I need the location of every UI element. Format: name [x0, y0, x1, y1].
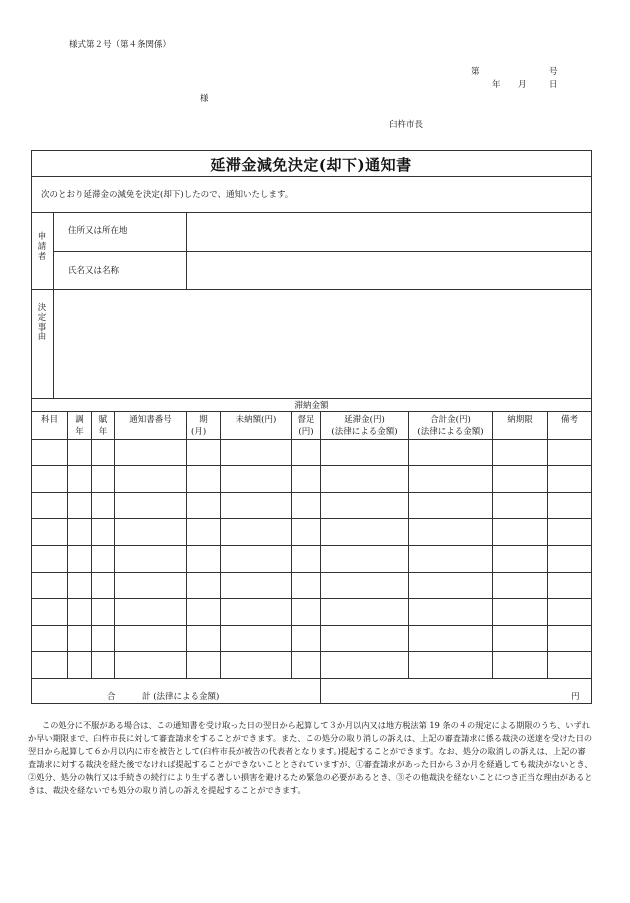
appeal-notice: この処分に不服がある場合は、この通知書を受け取った日の翌日から起算して３か月以内又は地方税法第 19 条の４の規定による期限のうち、いずれか早い期限まで、臼杵市長に対して審査請求をすることができます。また、この処分の取り消しの訴えは、上記の審査請求に係る裁決の送達を受けた日の翌日から起算して６か月以内に市を被告として(臼杵市長が被告の代表者となります。)提起することができます。なお、処分の取消しの訴えは、上記の審査請求に対する裁決を経た後でなければ提起することができないこととされていますが、①審査請求があった日から３か月を経過しても裁決がないとき、②処分、処分の執行又は手続きの続行により生ずる著しい損害を避けるため緊急の必要があるとき、③その他裁決を経ないことにつき正当な理由があるときは、裁決を経ないでも処分の取り消しの訴えを提起することができます。: [28, 720, 593, 795]
total-label-2: 計 (法律による金額): [142, 692, 220, 702]
document-number-suffix: 号: [549, 67, 558, 77]
name-label: 氏名又は名称: [68, 266, 120, 276]
col-unpaid-amount: 未納額(円): [235, 415, 277, 425]
col-levy-year-2: 年: [98, 427, 108, 437]
col-dunning-2: (円): [298, 427, 314, 437]
col-notice-number: 通知書番号: [129, 415, 172, 425]
col-levy-year-1: 賦: [98, 415, 108, 425]
col-total-1: 合計金(円): [430, 415, 471, 425]
addressee-suffix: 様: [200, 94, 209, 104]
date-year-label: 年: [492, 80, 501, 90]
date-month-label: 月: [518, 80, 527, 90]
issuer-name: 臼杵市長: [389, 120, 424, 130]
form-title: 延滞金減免決定(却下)通知書: [210, 156, 412, 174]
col-payment-deadline: 納期限: [507, 415, 533, 425]
group-header-divider: [31, 411, 592, 412]
applicant-label: 申請者: [37, 232, 47, 262]
arrears-group-header: 滞納金額: [294, 401, 329, 411]
form-border-left: [31, 150, 32, 704]
col-period-1: 期: [199, 415, 208, 425]
form-border-right: [591, 150, 592, 704]
intro-text: 次のとおり延滞金の減免を決定(却下)したので、通知いたします。: [41, 190, 294, 200]
form-border-bottom: [31, 703, 592, 704]
col-assess-year-1: 調: [75, 415, 84, 425]
form-border-top: [31, 150, 592, 151]
total-amount-field[interactable]: [321, 679, 591, 703]
decision-label: 決定事由: [37, 303, 47, 343]
date-day-label: 日: [549, 80, 558, 90]
form-number: 様式第２号（第４条関係）: [69, 40, 172, 50]
table-row: [31, 492, 592, 493]
col-assess-year-2: 年: [75, 427, 84, 437]
total-unit: 円: [571, 692, 580, 702]
table-row: [31, 545, 592, 546]
address-field[interactable]: [187, 213, 591, 251]
col-divider: [320, 411, 321, 703]
table-row: [31, 625, 592, 626]
col-period-2: (月): [191, 427, 207, 437]
table-row: [31, 598, 592, 599]
table-row: [31, 518, 592, 519]
document-number-prefix: 第: [471, 67, 480, 77]
address-label: 住所又は所在地: [68, 226, 128, 236]
col-remarks: 備考: [560, 415, 578, 425]
col-total-2: (法律による金額): [417, 427, 484, 437]
name-field[interactable]: [187, 252, 591, 289]
table-row: [31, 439, 592, 440]
table-row: [31, 651, 592, 652]
col-late-fee-1: 延滞金(円): [344, 415, 385, 425]
col-late-fee-2: (法律による金額): [331, 427, 398, 437]
total-label-1: 合: [107, 692, 116, 702]
col-dunning-1: 督足: [297, 415, 315, 425]
table-row: [31, 465, 592, 466]
col-subject: 科目: [40, 415, 58, 425]
title-divider: [31, 176, 592, 177]
table-row: [31, 572, 592, 573]
decision-reason-field[interactable]: [54, 290, 591, 398]
decision-bottom-divider: [31, 398, 592, 399]
